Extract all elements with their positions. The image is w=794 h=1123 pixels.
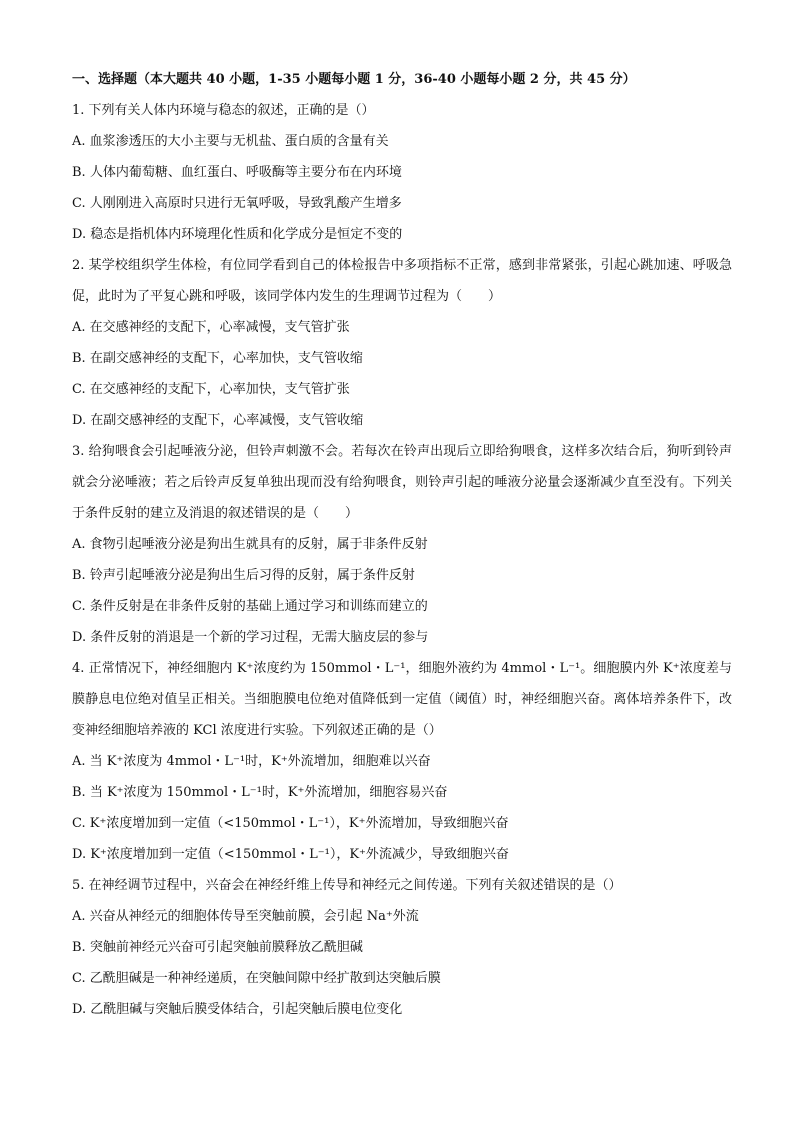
option-b: B. 突触前神经元兴奋可引起突触前膜释放乙酰胆碱 (72, 940, 363, 955)
option-c: C. K⁺浓度增加到一定值（<150mmol・L⁻¹），K⁺外流增加，导致细胞兴奋 (72, 816, 509, 831)
option-a: A. 兴奋从神经元的细胞体传导至突触前膜，会引起 Na⁺外流 (72, 909, 419, 924)
option-b: B. 在副交感神经的支配下，心率加快，支气管收缩 (72, 351, 363, 366)
question-2 (72, 250, 732, 436)
question-stem: 4. 正常情况下，神经细胞内 K⁺浓度约为 150mmol・L⁻¹，细胞外液约为 4mmol・L⁻¹。细胞膜内外 K⁺浓度差与膜静息电位绝对值呈正相关。当细胞膜电位绝对值降低到一定值（阈值）时，神经细胞兴奋。离体培养条件下，改变神经细胞培养液的 KCl 浓度进行实验。下列叙述正确的是（） (72, 661, 732, 738)
question-stem: 2. 某学校组织学生体检，有位同学看到自己的体检报告中多项指标不正常，感到非常紧张，引起心跳加速、呼吸急促，此时为了平复心跳和呼吸，该同学体内发生的生理调节过程为（ ） (72, 258, 732, 304)
option-a: A. 当 K⁺浓度为 4mmol・L⁻¹时，K⁺外流增加，细胞难以兴奋 (72, 754, 431, 769)
option-d: D. 在副交感神经的支配下，心率减慢，支气管收缩 (72, 413, 364, 428)
question-1 (72, 95, 732, 250)
option-c: C. 乙酰胆碱是一种神经递质，在突触间隙中经扩散到达突触后膜 (72, 971, 441, 986)
question-stem: 1. 下列有关人体内环境与稳态的叙述，正确的是（） (72, 103, 375, 118)
question-stem: 5. 在神经调节过程中，兴奋会在神经纤维上传导和神经元之间传递。下列有关叙述错误的是（） (72, 878, 622, 893)
option-b: B. 当 K⁺浓度为 150mmol・L⁻¹时，K⁺外流增加，细胞容易兴奋 (72, 785, 448, 800)
option-d: D. K⁺浓度增加到一定值（<150mmol・L⁻¹），K⁺外流减少，导致细胞兴奋 (72, 847, 509, 862)
option-b: B. 人体内葡萄糖、血红蛋白、呼吸酶等主要分布在内环境 (72, 165, 402, 180)
option-a: A. 食物引起唾液分泌是狗出生就具有的反射，属于非条件反射 (72, 537, 428, 552)
option-c: C. 条件反射是在非条件反射的基础上通过学习和训练而建立的 (72, 599, 428, 614)
option-d: D. 乙酰胆碱与突触后膜受体结合，引起突触后膜电位变化 (72, 1002, 403, 1017)
option-d: D. 稳态是指机体内环境理化性质和化学成分是恒定不变的 (72, 227, 403, 242)
question-4 (72, 653, 732, 870)
section-title: 一、选择题（本大题共 40 小题，1-35 小题每小题 1 分，36-40 小题每小题 2 分，共 45 分） (72, 72, 636, 87)
exam-page (72, 64, 732, 1025)
question-5 (72, 870, 732, 1025)
option-d: D. 条件反射的消退是一个新的学习过程，无需大脑皮层的参与 (72, 630, 429, 645)
option-a: A. 血浆渗透压的大小主要与无机盐、蛋白质的含量有关 (72, 134, 389, 149)
question-3 (72, 436, 732, 653)
option-b: B. 铃声引起唾液分泌是狗出生后习得的反射，属于条件反射 (72, 568, 415, 583)
option-c: C. 在交感神经的支配下，心率加快，支气管扩张 (72, 382, 350, 397)
option-c: C. 人刚刚进入高原时只进行无氧呼吸，导致乳酸产生增多 (72, 196, 402, 211)
option-a: A. 在交感神经的支配下，心率减慢，支气管扩张 (72, 320, 350, 335)
question-stem: 3. 给狗喂食会引起唾液分泌，但铃声刺激不会。若每次在铃声出现后立即给狗喂食，这样多次结合后，狗听到铃声就会分泌唾液；若之后铃声反复单独出现而没有给狗喂食，则铃声引起的唾液分泌量会逐渐减少直至没有。下列关于条件反射的建立及消退的叙述错误的是（ ） (72, 444, 732, 521)
